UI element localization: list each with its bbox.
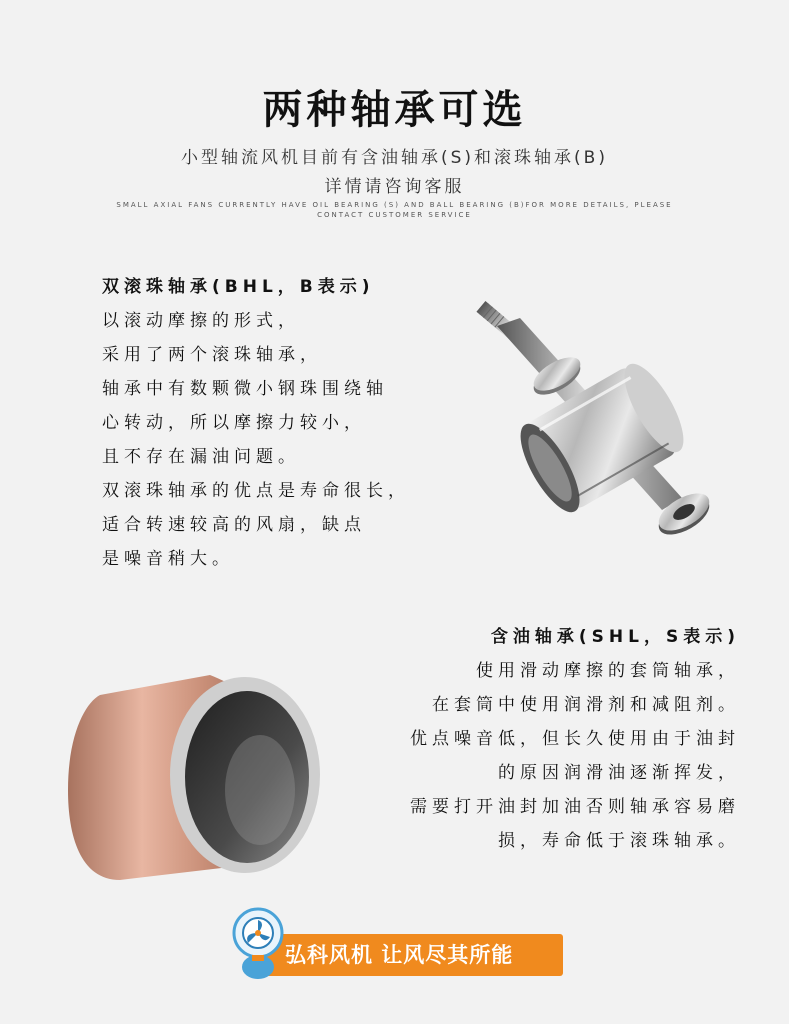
oil-bearing-line: 需要打开油封加油否则轴承容易磨 <box>410 797 740 817</box>
ball-bearing-line: 双滚珠轴承的优点是寿命很长， <box>102 481 410 501</box>
subtitle-line-1: 小型轴流风机目前有含油轴承(S)和滚珠轴承(B) <box>181 148 608 168</box>
ball-bearing-line: 轴承中有数颗微小钢珠围绕轴 <box>102 379 388 399</box>
english-line-1: SMALL AXIAL FANS CURRENTLY HAVE OIL BEARING (S) AND BALL BEARING (B)FOR MORE DETAILS, PLEASE <box>116 201 673 209</box>
oil-bearing-line: 损，寿命低于滚珠轴承。 <box>498 831 740 851</box>
ball-bearing-line: 是噪音稍大。 <box>102 549 234 569</box>
ball-bearing-line: 心转动，所以摩擦力较小， <box>102 413 366 433</box>
ball-bearing-line: 且不存在漏油问题。 <box>102 447 300 467</box>
ball-bearing-rotor-image <box>462 288 732 558</box>
english-line-2: CONTACT CUSTOMER SERVICE <box>317 211 472 219</box>
oil-bearing-line: 使用滑动摩擦的套筒轴承， <box>476 661 740 681</box>
oil-bearing-line: 的原因润滑油逐渐挥发， <box>498 763 740 783</box>
ball-bearing-heading: 双滚珠轴承(BHL，B表示) <box>102 277 375 297</box>
ball-bearing-line: 以滚动摩擦的形式， <box>102 311 300 331</box>
subtitle-line-2: 详情请咨询客服 <box>324 177 465 197</box>
english-subtitle <box>80 200 709 220</box>
slogan-text: 弘科风机 让风尽其所能 <box>285 943 514 967</box>
oil-bearing-description <box>330 620 740 858</box>
page-title: 两种轴承可选 <box>262 87 527 133</box>
oil-bearing-line: 优点噪音低，但长久使用由于油封 <box>410 729 740 749</box>
oil-bearing-line: 在套筒中使用润滑剂和减阻剂。 <box>432 695 740 715</box>
ball-bearing-description <box>102 270 482 576</box>
oil-bearing-heading: 含油轴承(SHL，S表示) <box>490 627 740 647</box>
oil-bearing-bushing-image <box>60 655 320 885</box>
ball-bearing-line: 适合转速较高的风扇，缺点 <box>102 515 366 535</box>
fan-mascot-icon <box>226 905 290 981</box>
ball-bearing-line: 采用了两个滚珠轴承， <box>102 345 322 365</box>
